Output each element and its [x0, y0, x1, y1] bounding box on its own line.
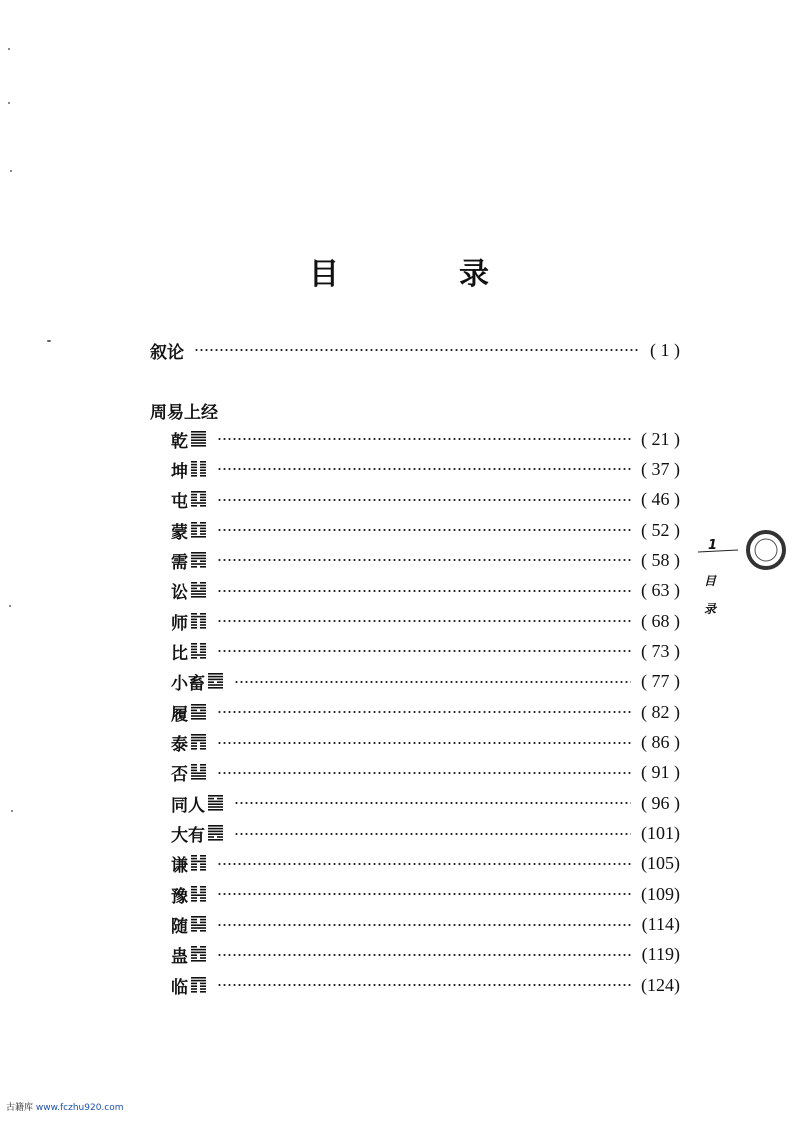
hexagram-icon: [190, 582, 207, 599]
dot-leader: [234, 801, 631, 805]
hexagram-icon: [190, 431, 207, 448]
toc-entry-name: 小畜: [171, 674, 205, 695]
hexagram-icon: [207, 795, 224, 812]
toc-entry-page: ( 73 ): [641, 640, 680, 661]
hexagram-icon: [190, 491, 207, 508]
dot-leader: [217, 953, 632, 957]
dot-leader: [217, 741, 631, 745]
toc-entry[interactable]: [171, 759, 680, 787]
toc-entry[interactable]: [171, 789, 680, 817]
toc-entry-page: ( 86 ): [641, 732, 680, 752]
section-heading: 周易上经: [150, 403, 218, 423]
hexagram-icon: [190, 946, 207, 963]
toc-entry[interactable]: [171, 516, 680, 544]
toc-entry[interactable]: [171, 607, 680, 635]
toc-entry[interactable]: [171, 850, 680, 878]
toc-entry[interactable]: [171, 971, 680, 999]
toc-entry[interactable]: [171, 455, 680, 483]
toc-entry-name: 屯: [171, 492, 188, 513]
hexagram-icon: [190, 977, 207, 994]
hexagram-icon: [190, 643, 207, 660]
footer-watermark: [6, 1100, 124, 1113]
footer-url[interactable]: www.fczhu920.com: [35, 1103, 124, 1113]
toc-entry-name: 否: [171, 765, 188, 786]
dot-leader: [217, 498, 631, 502]
dot-leader: [217, 983, 631, 987]
title-char-1: 目: [309, 257, 399, 292]
toc-entry-name: 师: [171, 613, 188, 634]
toc-entry-page: ( 52 ): [641, 519, 680, 540]
toc-entry[interactable]: [171, 729, 680, 757]
dot-leader: [234, 832, 631, 836]
toc-entry-name: 大有: [171, 826, 205, 847]
dot-leader: [217, 589, 631, 593]
toc-entry[interactable]: [171, 941, 680, 969]
toc-entry-name: 比: [171, 643, 188, 664]
margin-label-2: 录: [704, 602, 717, 616]
scan-speck: [8, 48, 10, 50]
margin-label-1: 目: [704, 574, 717, 588]
dot-leader: [217, 437, 631, 441]
toc-entry-page: ( 1 ): [650, 339, 680, 360]
toc-entry-intro[interactable]: [150, 336, 680, 364]
hexagram-icon: [190, 461, 207, 478]
toc-entry[interactable]: [171, 668, 680, 696]
toc-entry[interactable]: [171, 546, 680, 574]
toc-entry[interactable]: [171, 425, 680, 453]
dot-leader: [194, 348, 640, 352]
toc-entry-page: ( 63 ): [641, 580, 680, 601]
toc-entry-page: ( 37 ): [641, 458, 680, 479]
margin-page-number: 1: [708, 538, 718, 553]
hexagram-icon: [190, 613, 207, 630]
toc-entry-page: (105): [641, 853, 680, 874]
hexagram-icon: [190, 855, 207, 872]
toc-entry-page: ( 91 ): [641, 762, 680, 783]
toc-entry[interactable]: [171, 880, 680, 908]
scan-speck: [47, 340, 51, 342]
dot-leader: [217, 619, 631, 623]
toc-entry[interactable]: [171, 820, 680, 848]
toc-entry-name: 随: [171, 917, 188, 938]
toc-entry-name: 坤: [171, 461, 188, 482]
dot-leader: [217, 710, 631, 714]
toc-entry-name: 叙论: [150, 342, 184, 363]
toc-entry-page: ( 77 ): [641, 671, 680, 692]
dot-leader: [217, 558, 631, 562]
toc-entry-name: 泰: [171, 735, 188, 755]
dot-leader: [234, 680, 631, 684]
toc-entry-page: ( 96 ): [641, 792, 680, 813]
toc-entry-name: 需: [171, 552, 188, 573]
title-char-2: 录: [459, 257, 549, 292]
dot-leader: [217, 862, 631, 866]
toc-entry-page: (109): [641, 883, 680, 904]
toc-entry-name: 临: [171, 977, 188, 998]
toc-entry-page: ( 82 ): [641, 701, 680, 722]
toc-entry[interactable]: [171, 637, 680, 665]
toc-entry-name: 讼: [171, 583, 188, 604]
dot-leader: [217, 528, 631, 532]
toc-entry-name: 同人: [171, 795, 205, 816]
hexagram-icon: [190, 704, 207, 721]
hexagram-icon: [190, 734, 207, 751]
toc-entry-name: 蛊: [171, 947, 188, 968]
footer-site: 古籍库: [6, 1103, 34, 1113]
scan-speck: [8, 102, 10, 104]
toc-entry[interactable]: [171, 577, 680, 605]
toc-entry[interactable]: [171, 698, 680, 726]
toc-entry-name: 蒙: [171, 522, 188, 543]
toc-entry-page: (119): [641, 944, 680, 965]
dot-leader: [217, 923, 632, 927]
toc-entry[interactable]: [171, 911, 680, 939]
toc-entry-page: (114): [641, 914, 680, 935]
hexagram-icon: [207, 673, 224, 690]
dot-leader: [217, 771, 631, 775]
hexagram-icon: [190, 552, 207, 569]
scan-speck: [10, 170, 12, 172]
toc-entry-name: 履: [171, 704, 188, 725]
toc-entry-page: ( 58 ): [641, 549, 680, 570]
toc-entry-page: ( 68 ): [641, 610, 680, 631]
hexagram-icon: [190, 522, 207, 539]
toc-entry[interactable]: [171, 486, 680, 514]
toc-entry-name: 乾: [171, 431, 188, 452]
toc-entry-name: 谦: [171, 856, 188, 877]
toc-entry-page: (124): [641, 974, 680, 995]
scan-speck: [11, 810, 13, 812]
dot-leader: [217, 649, 631, 653]
hexagram-icon: [190, 764, 207, 781]
toc-entry-page: ( 46 ): [641, 489, 680, 510]
hexagram-icon: [190, 916, 207, 933]
toc-entry-name: 豫: [171, 886, 188, 907]
toc-entry-page: ( 21 ): [641, 428, 680, 449]
toc-entry-page: (101): [641, 823, 680, 844]
dot-leader: [217, 467, 631, 471]
dot-leader: [217, 892, 631, 896]
page-title: [0, 250, 798, 300]
scan-speck: [9, 605, 11, 607]
hexagram-icon: [207, 825, 224, 842]
hexagram-icon: [190, 886, 207, 903]
